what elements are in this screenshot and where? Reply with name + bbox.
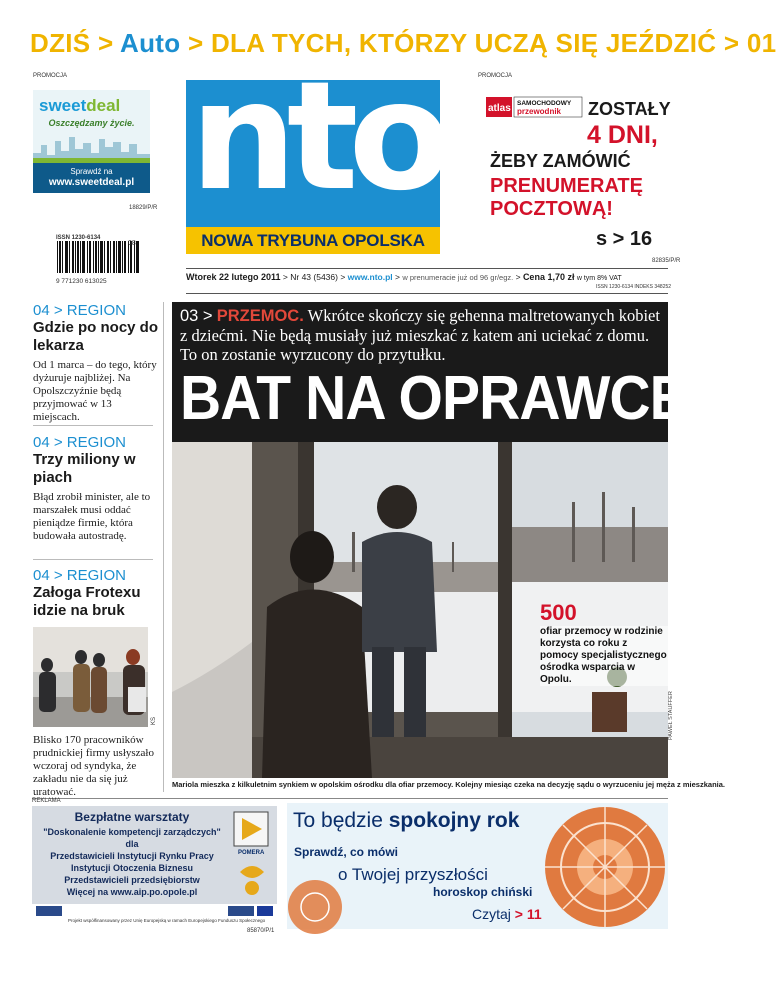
issue-number: Nr 43 (5436) xyxy=(290,272,338,282)
barcode-bar xyxy=(75,241,76,273)
barcode-bar xyxy=(80,241,81,273)
svg-text:SAMOCHODOWY: SAMOCHODOWY xyxy=(517,100,572,107)
strap-sep: > xyxy=(97,28,114,58)
barcode-bar xyxy=(59,241,61,273)
barcode-bar xyxy=(136,241,139,273)
promo-code: 82835/P/R xyxy=(652,258,681,264)
ad-title: Bezpłatne warsztaty xyxy=(74,810,190,824)
teaser-headline: Gdzie po nocy do lekarza xyxy=(33,319,159,354)
site-link[interactable]: www.nto.pl xyxy=(347,272,393,282)
ad-code: 85870/P/1 xyxy=(247,928,275,934)
subscription-note: w prenumeracie już od 96 gr/egz. xyxy=(402,273,514,282)
divider xyxy=(33,559,153,560)
ad-label: REKLAMA xyxy=(32,798,61,804)
barcode-bar xyxy=(57,241,58,273)
barcode: ISSN 1230-6134 9 771230 613025 xyxy=(56,235,140,282)
dateline: Wtorek 22 lutego 2011 > Nr 43 (5436) > www.nto.pl > w prenumeracie już od 96 gr/egz. > Cena 1,70 zł w tym 8% VAT xyxy=(186,272,622,282)
arrow-icon xyxy=(234,812,270,900)
stat-box xyxy=(540,600,668,686)
barcode-bar xyxy=(72,241,74,273)
divider xyxy=(186,293,668,294)
sweetdeal-logo: sweetdeal xyxy=(39,96,121,115)
strap-topic: DLA TYCH, KTÓRZY UCZĄ SIĘ JEŹDZIĆ xyxy=(210,28,717,58)
barcode-bar xyxy=(110,241,111,273)
photo-credit-small: KS xyxy=(151,716,158,726)
promo-line-1: ZOSTAŁY xyxy=(588,99,671,119)
sweetdeal-footer: Sprawdź na www.sweetdeal.pl xyxy=(33,163,150,193)
vat-note: w tym 8% VAT xyxy=(576,275,622,282)
promo-label-right: PROMOCJA xyxy=(478,73,513,79)
masthead-name: NOWA TRYBUNA OPOLSKA xyxy=(186,227,440,254)
barcode-bar xyxy=(65,241,68,273)
workshop-ad[interactable]: Bezpłatne warsztaty "Doskonalenie kompetencji zarządczych" dla Przedstawicieli Instytucji Rynku Pracy Instytucji Otoczenia Biznesu Przedstawicieli przedsiębiorstw Więcej na www.aip.po.opole.pl POMERA xyxy=(32,806,277,925)
skyline-illustration xyxy=(33,133,150,163)
promo-label-left: PROMOCJA xyxy=(33,73,68,79)
barcode-bar xyxy=(77,241,79,273)
ad-link[interactable]: Więcej na www.aip.po.opole.pl xyxy=(66,887,198,897)
strap-section: Auto xyxy=(120,28,181,58)
strap-page: 01 xyxy=(746,28,776,58)
promo-headline: To będzie spokojny rok xyxy=(293,809,520,832)
barcode-bar xyxy=(87,241,88,273)
barcode-bar xyxy=(69,241,70,273)
teaser-body: Błąd zrobił minister, ale to marszałek musi oddać pieniądze firmie, która budowała autostradę. xyxy=(33,491,151,542)
promo-line-5: POCZTOWĄ! xyxy=(490,198,613,220)
atlas-logo xyxy=(486,97,582,117)
teaser-headline: Załoga Frotexu idzie na bruk xyxy=(33,584,141,619)
barcode-bar xyxy=(118,241,121,273)
barcode-bar xyxy=(124,241,126,273)
barcode-bar xyxy=(93,241,94,273)
workers-photo xyxy=(33,627,148,727)
barcode-bar xyxy=(107,241,109,273)
strap-sep: > xyxy=(187,28,204,58)
zodiac-ornament-small xyxy=(287,869,341,929)
barcode-bar xyxy=(82,241,85,273)
barcode-bar xyxy=(89,241,91,273)
svg-text:atlas: atlas xyxy=(488,103,511,114)
column-divider xyxy=(163,302,164,792)
stat-number: 500 xyxy=(540,600,577,625)
promo-line-4: PRENUMERATĘ xyxy=(490,175,643,197)
lead-story-block[interactable] xyxy=(172,302,687,442)
promo-page-ref: s > 16 xyxy=(596,228,653,250)
eu-logos xyxy=(32,904,277,918)
strap-sep: > xyxy=(723,28,740,58)
issue-date: Wtorek 22 lutego 2011 xyxy=(186,272,281,282)
barcode-bar xyxy=(116,241,117,273)
sweetdeal-url: www.sweetdeal.pl xyxy=(48,177,135,188)
teaser-body: Blisko 170 pracowników prudnickiej firmy usłyszało wczoraj od syndyka, że zakładu nie da się już uratować. xyxy=(33,734,154,798)
promo-line-3: ŻEBY ZAMÓWIĆ xyxy=(490,151,631,171)
index-number: ISSN 1230-6134 INDEKS 348252 xyxy=(596,284,672,290)
teaser-headline: Trzy miliony w piach xyxy=(33,451,136,486)
story-tag: PRZEMOC. xyxy=(216,307,304,325)
eu-funding-bar: Projekt współfinansowany przez Unię Europejską w ramach Europejskiego Funduszu Społecznego xyxy=(32,904,277,926)
barcode-bar xyxy=(122,241,123,273)
horoscope-promo[interactable]: To będzie spokojny rok Sprawdź, co mówi o Twojej przyszłości horoskop chiński Czytaj > 11 xyxy=(287,803,668,929)
divider xyxy=(186,268,668,269)
barcode-bar xyxy=(62,241,63,273)
lead-paragraph: 03 > PRZEMOC. Wkrótce skończy się gehenna maltretowanych kobiet z dziećmi. Nie będą musiały już mieszkać z katem ani uciekać z domu. To on zostanie wyrzucony do przytułku. xyxy=(180,306,660,364)
section-label: 04 > REGION xyxy=(33,302,126,319)
barcode-bar xyxy=(104,241,105,273)
photo-caption: Mariola mieszka z kilkuletnim synkiem w opolskim ośrodku dla ofiar przemocy. Kolejny miesiąc czeka na decyzję sądu o wyrzuceniu jej męża z mieszkania. xyxy=(172,780,725,789)
barcode-bar xyxy=(113,241,115,273)
read-more-link[interactable]: Czytaj > 11 xyxy=(472,906,542,922)
teaser-2[interactable] xyxy=(33,434,158,543)
barcode-bar xyxy=(100,241,103,273)
promo-days: 4 DNI, xyxy=(587,121,658,149)
subscription-promo[interactable] xyxy=(486,93,671,258)
barcode-issue: 08 xyxy=(128,240,136,247)
svg-text:POMERA: POMERA xyxy=(238,850,265,856)
teaser-1[interactable] xyxy=(33,302,158,424)
divider xyxy=(32,798,668,799)
divider xyxy=(33,425,153,426)
photo-credit: PAWEŁ STAUFFER xyxy=(668,691,674,740)
barcode-bar xyxy=(98,241,99,273)
ad-code: 18829/P/R xyxy=(129,205,158,211)
sweetdeal-ad[interactable] xyxy=(33,90,150,193)
sweetdeal-slogan: Oszczędzamy życie. xyxy=(48,118,135,128)
price: Cena 1,70 zł xyxy=(522,272,575,282)
zodiac-wheel xyxy=(537,805,667,929)
masthead-logo[interactable] xyxy=(186,50,442,254)
stat-text: ofiar przemocy w rodzinie korzysta co roku z pomocy specjalistycznego ośrodka wsparcia w Opolu. xyxy=(540,626,667,685)
barcode-bar xyxy=(95,241,97,273)
svg-text:przewodnik: przewodnik xyxy=(517,107,562,116)
main-headline: BAT NA OPRAWCĘ xyxy=(180,364,687,433)
section-label: 04 > REGION xyxy=(33,434,126,451)
section-label: 04 > REGION xyxy=(33,567,126,584)
logo-word: nto xyxy=(190,50,442,224)
teaser-3[interactable] xyxy=(33,567,158,620)
strap-today: DZIŚ xyxy=(30,28,91,58)
teaser-body: Od 1 marca – do tego, który dyżuruje najbliżej. Na Opolszczyźnie będą przyjmować w 13 miejscach. xyxy=(33,359,157,423)
